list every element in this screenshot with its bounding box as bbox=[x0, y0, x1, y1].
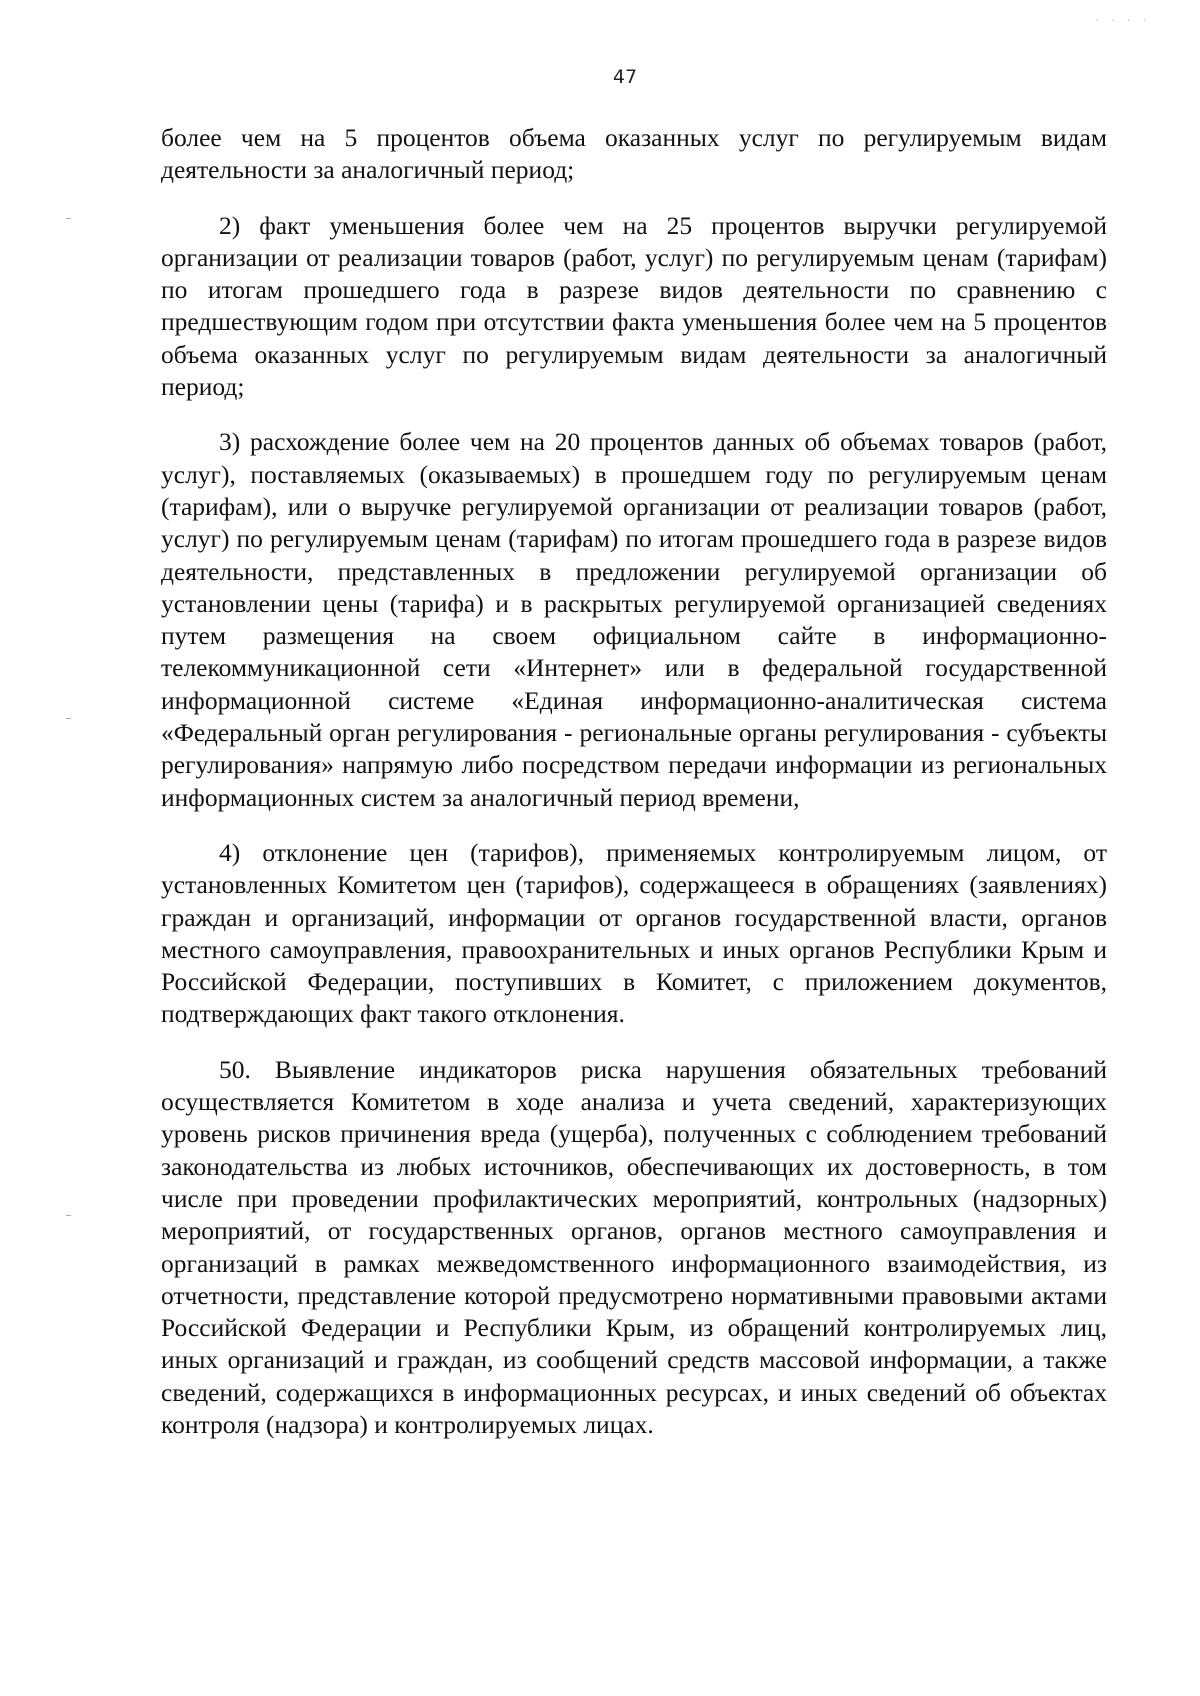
paragraph-item-4: 4) отклонение цен (тарифов), применяемых контролируемым лицом, от установленных Комитетом цен (тарифов), содержащееся в обращениях (заявлениях) граждан и организаций, информации от органов государственной власти, органов местного самоуправления, правоохранительных и иных органов Республики Крым и Российской Федерации, поступивших в Комитет, с приложением документов, подтверждающих факт такого отклонения. bbox=[161, 837, 1107, 1029]
page-number: 47 bbox=[612, 66, 638, 88]
margin-mark bbox=[66, 218, 71, 219]
margin-mark bbox=[66, 718, 71, 719]
paragraph-item-2: 2) факт уменьшения более чем на 25 процентов выручки регулируемой организации от реализации товаров (работ, услуг) по регулируемым ценам (тарифам) по итогам прошедшего года в разрезе видов деятельности по сравнению с предшествующим годом при отсутствии факта уменьшения более чем на 5 процентов объема оказанных услуг по регулируемым видам деятельности за аналогичный период; bbox=[161, 210, 1107, 402]
paragraph-item-3: 3) расхождение более чем на 20 процентов данных об объемах товаров (работ, услуг), поставляемых (оказываемых) в прошедшем году по регулируемым ценам (тарифам), или о выручке регулируемой организации от реализации товаров (работ, услуг) по регулируемым ценам (тарифам) по итогам прошедшего года в разрезе видов деятельности, представленных в предложении регулируемой организации об установлении цены (тарифа) и в раскрытых регулируемой организацией сведениях путем размещения на своем официальном сайте в информационно-телекоммуникационной сети «Интернет» или в федеральной государственной информационной системе «Единая информационно-аналитическая система «Федеральный орган регулирования - региональные органы регулирования - субъекты регулирования» напрямую либо посредством передачи информации из региональных информационных систем за аналогичный период времени, bbox=[161, 427, 1107, 812]
paragraph-clause-50: 50. Выявление индикаторов риска нарушения обязательных требований осуществляется Комитетом в ходе анализа и учета сведений, характеризующих уровень рисков причинения вреда (ущерба), полученных с соблюдением требований законодательства из любых источников, обеспечивающих их достоверность, в том числе при проведении профилактических мероприятий, контрольных (надзорных) мероприятий, от государственных органов, органов местного самоуправления и организаций в рамках межведомственного информационного взаимодействия, из отчетности, представление которой предусмотрено нормативными правовыми актами Российской Федерации и Республики Крым, из обращений контролируемых лиц, иных организаций и граждан, из сообщений средств массовой информации, а также сведений, содержащихся в информационных ресурсах, и иных сведений об объектах контроля (надзора) и контролируемых лицах. bbox=[161, 1054, 1107, 1439]
margin-mark bbox=[66, 1215, 71, 1216]
paragraph-continuation: более чем на 5 процентов объема оказанных услуг по регулируемым видам деятельности за аналогичный период; bbox=[161, 123, 1107, 185]
document-body bbox=[161, 122, 1107, 1464]
scan-artifact: ˙ ˙ ˙ ˙ bbox=[1094, 18, 1151, 32]
